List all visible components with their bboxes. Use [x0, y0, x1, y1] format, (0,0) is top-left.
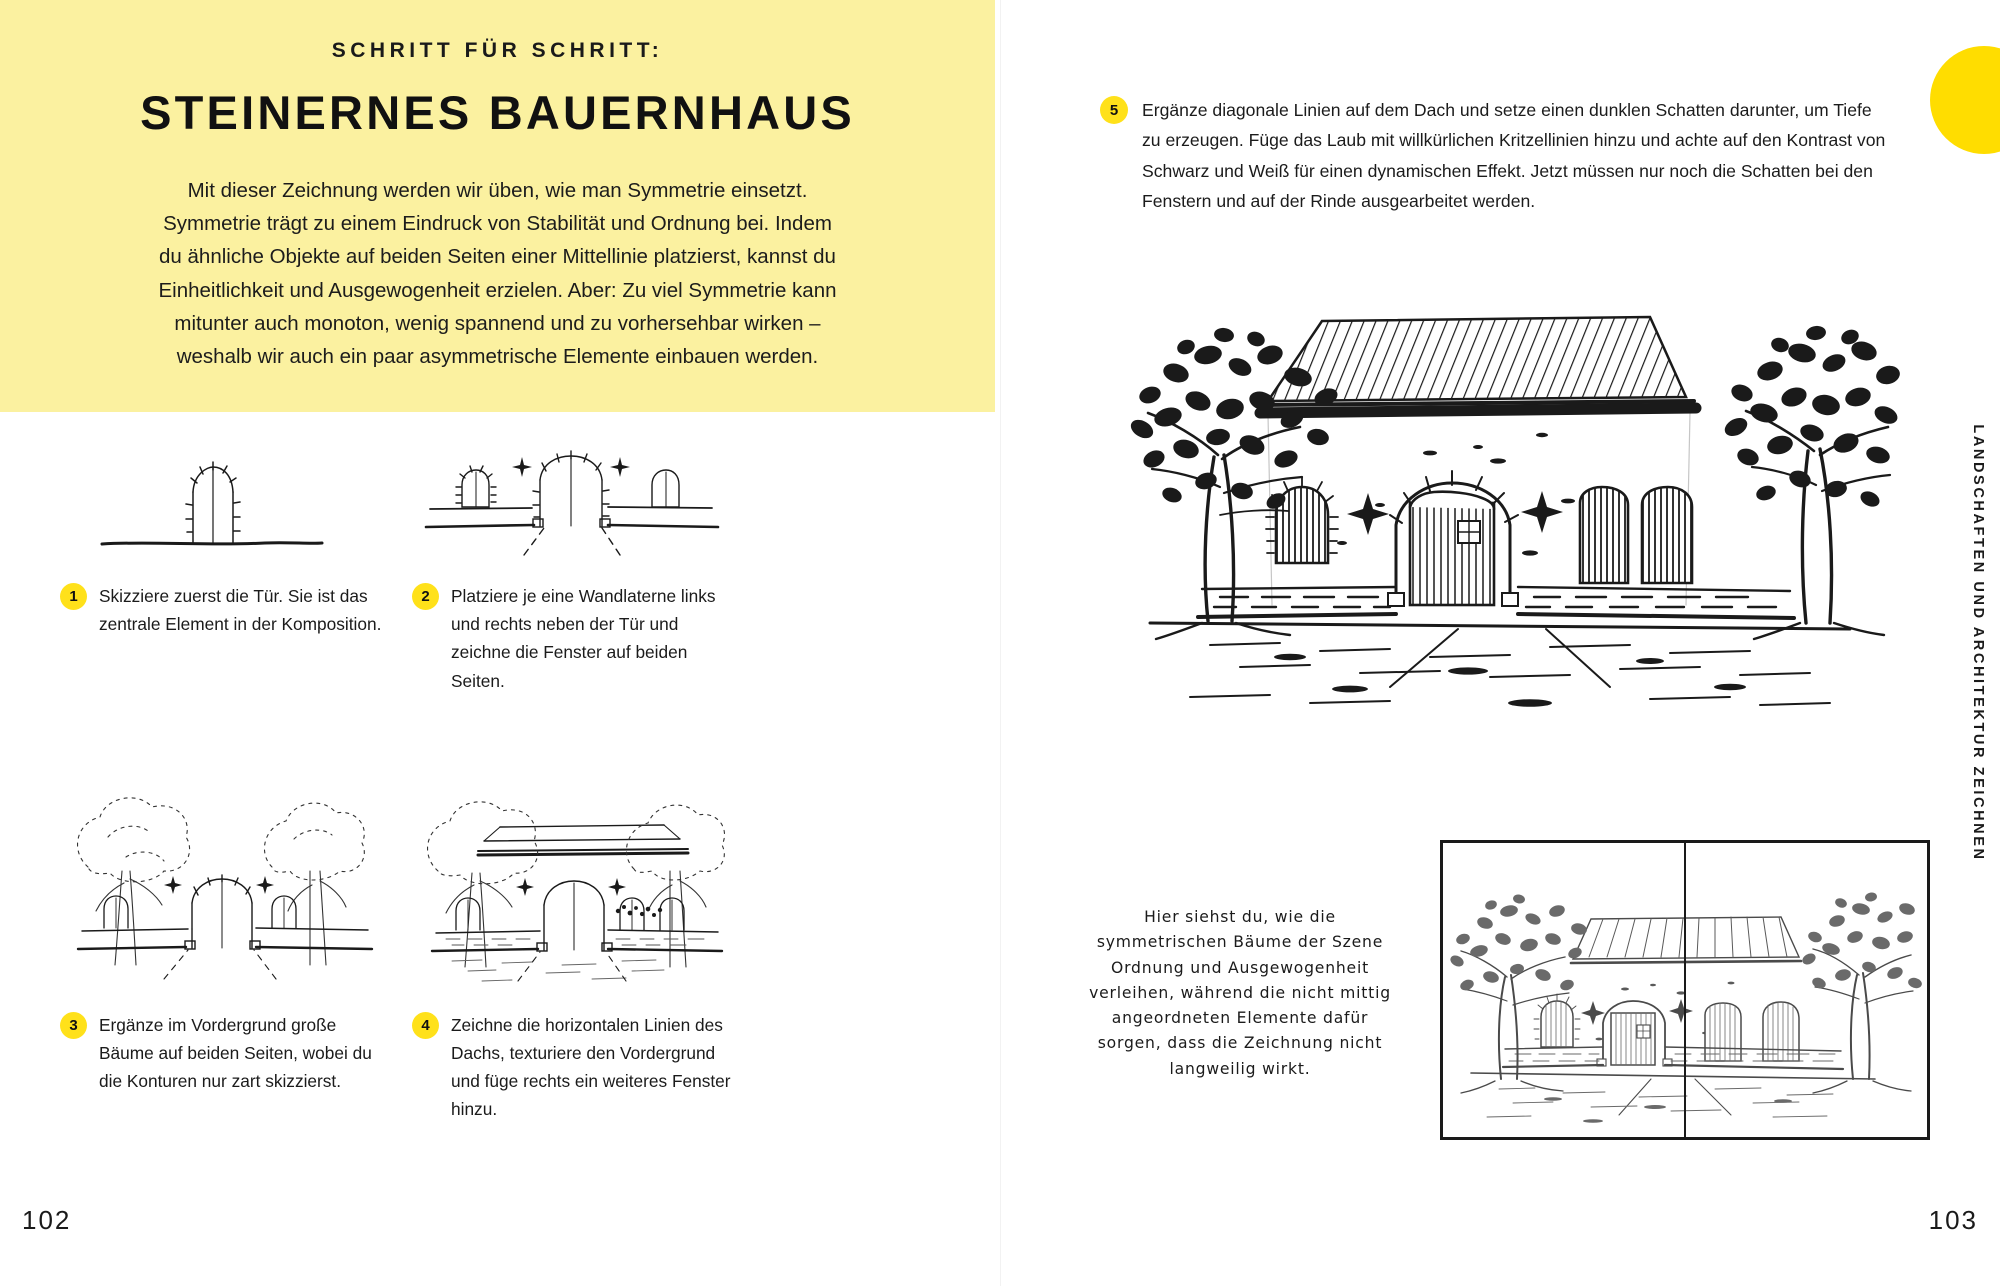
step-5-badge: 5 — [1100, 96, 1128, 124]
step-1-text: Skizziere zuerst die Tür. Sie ist das zentrale Element in der Komposition. — [99, 586, 382, 635]
step-2 — [412, 445, 742, 695]
step-3-text: Ergänze im Vordergrund große Bäume auf beiden Seiten, wobei du die Konturen nur zart skizzierst. — [99, 1014, 372, 1092]
right-page — [1000, 0, 2000, 1286]
row-spacer — [60, 695, 760, 779]
step-4-caption — [412, 1011, 742, 1124]
page-title: STEINERNES BAUERNHAUS — [140, 85, 855, 139]
page-number-left: 102 — [22, 1205, 72, 1235]
step-2-illustration — [412, 445, 742, 560]
step-2-badge: 2 — [412, 583, 439, 610]
eyebrow-label: SCHRITT FÜR SCHRITT: — [331, 38, 664, 62]
step-3-illustration — [60, 779, 390, 989]
steps-grid — [60, 445, 760, 1124]
step-5-illustration — [1090, 205, 1900, 725]
page-number-right: 103 — [1928, 1205, 1978, 1235]
step-1-illustration — [60, 445, 390, 560]
framed-illustration — [1440, 840, 1930, 1140]
symmetry-analysis-drawing — [1443, 843, 1927, 1137]
step-4 — [412, 779, 742, 1124]
running-head: LANDSCHAFTEN UND ARCHITEKTUR ZEICHNEN — [1970, 424, 1986, 862]
step-1-caption — [60, 582, 390, 638]
intro-paragraph: Mit dieser Zeichnung werden wir üben, wie man Symmetrie einsetzt. Symmetrie trägt zu einem Eindruck von Stabilität und Ordnung bei. Indem du ähnliche Objekte auf beiden Seiten einer Mittellinie platzierst, kannst du Einheitlichkeit und Ausgewogenheit erzielen. Aber: Zu viel Symmetrie kann mitunter auch monoton, wenig spannend und zu vorhersehbar wirken – weshalb wir auch ein paar asymmetrische Elemente einbauen werden. — [158, 178, 837, 368]
step-2-text: Platziere je eine Wandlaterne links und rechts neben der Tür und zeichne die Fenster auf beiden Seiten. — [451, 586, 716, 691]
steps-row-1 — [60, 445, 760, 695]
step-3-caption — [60, 1011, 390, 1096]
step-2-caption — [412, 582, 742, 695]
step-1 — [60, 445, 390, 695]
step-3 — [60, 779, 390, 1124]
step-1-badge: 1 — [60, 583, 87, 610]
step-3-badge: 3 — [60, 1012, 87, 1039]
step-5-caption — [1100, 95, 1890, 216]
step-5-text: Ergänze diagonale Linien auf dem Dach und setze einen dunklen Schatten darunter, um Tiefe zu erzeugen. Füge das Laub mit willkürlichen Kritzellinien hinzu und achte auf den Kontrast von Schwarz und Weiß für einen dynamischen Effekt. Jetzt müssen nur noch die Schatten bei den Fenstern und auf der Rinde ausgearbeitet werden. — [1142, 100, 1886, 211]
step-4-text: Zeichne die horizontalen Linien des Dachs, texturiere den Vordergrund und füge rechts ein weiteres Fenster hinzu. — [451, 1014, 731, 1120]
step-4-badge: 4 — [412, 1012, 439, 1039]
corner-dot-decoration — [1930, 46, 2000, 154]
handwritten-note: Hier siehst du, wie die symmetrischen Bäume der Szene Ordnung und Ausgewogenheit verleihen, während die nicht mittig angeordneten Elemente dafür sorgen, dass die Zeichnung nicht langweilig wirkt. — [1089, 908, 1391, 1078]
steps-row-2 — [60, 779, 760, 1124]
step-4-illustration — [412, 779, 742, 989]
masthead-block — [0, 0, 995, 412]
